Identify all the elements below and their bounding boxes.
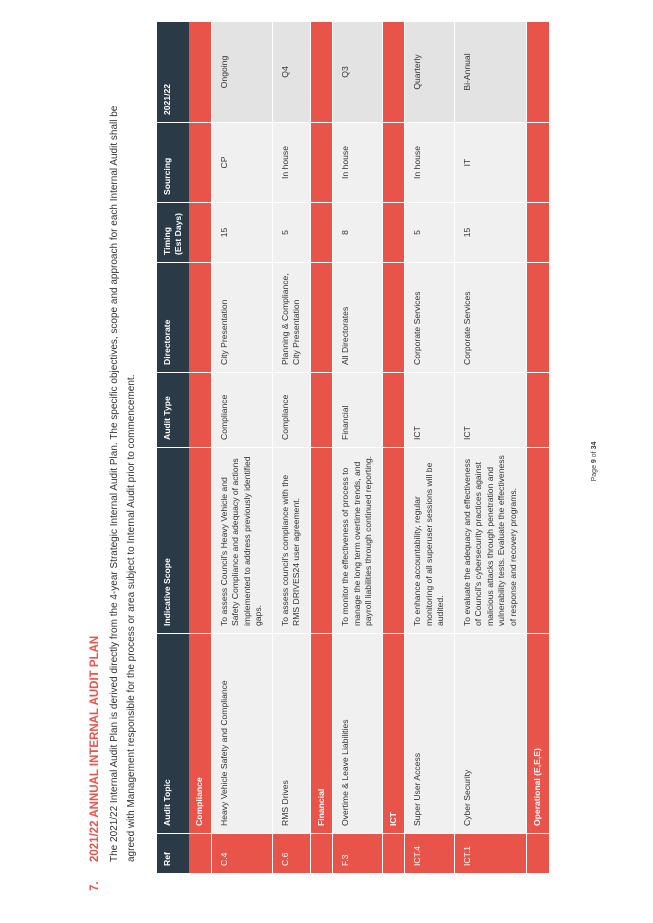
header-audit-topic: Audit Topic	[157, 633, 189, 833]
table-row	[212, 21, 273, 873]
header-period: 2021/22	[157, 21, 189, 122]
header-ref: Ref	[157, 833, 189, 873]
table-row	[405, 21, 455, 873]
category-row-compliance	[189, 21, 212, 873]
header-indicative-scope: Indicative Scope	[157, 447, 189, 633]
row-sourcing: In house	[333, 122, 383, 202]
page-total: 34	[591, 441, 598, 450]
row-topic: RMS Drives	[273, 633, 311, 833]
category-row-financial	[311, 21, 334, 873]
intro-paragraph: The 2021/22 Internal Audit Plan is derived directly from the 4-year Strategic Internal Audit Plan. The specific objectives, scope and approach for each Internal Audit shall be agreed with Management responsible for the process or area subject to Internal Audit prior to commencement.	[109, 105, 137, 862]
category-label: ICT	[383, 633, 406, 833]
row-ref: ICT.4	[405, 833, 455, 873]
header-directorate: Directorate	[157, 262, 189, 372]
row-scope: To evaluate the adequacy and effectiveness of Council's cybersecurity practices against malicious attacks through penetration and vulnerability tests. Evaluate the effectiveness of response and recovery programs.	[455, 447, 528, 633]
row-timing: 5	[405, 202, 455, 262]
row-topic: Super User Access	[405, 633, 455, 833]
row-scope: To assess council's compliance with the RMS DRIVES24 user agreement.	[273, 447, 311, 633]
section-number: 7.	[89, 881, 101, 891]
page-number: 9	[591, 459, 598, 464]
row-scope: To monitor the effectiveness of process to manage the long term overtime trends, and payroll liabilities through continued reporting.	[333, 447, 383, 633]
row-directorate: Corporate Services	[405, 262, 455, 372]
row-period: Quarterly	[405, 21, 455, 122]
row-scope: To assess Council's Heavy Vehicle and Safety Compliance and adequacy of actions implemented to address previously identified gaps.	[212, 447, 273, 633]
row-sourcing: In house	[405, 122, 455, 202]
row-type: ICT	[405, 372, 455, 447]
category-row-ict	[383, 21, 406, 873]
header-audit-type: Audit Type	[157, 372, 189, 447]
row-topic: Cyber Security	[455, 633, 528, 833]
row-topic: Heavy Vehicle Safety and Compliance	[212, 633, 273, 833]
row-period: Bi-Annual	[455, 21, 528, 122]
row-ref: F.3	[333, 833, 383, 873]
row-ref: C.6	[273, 833, 311, 873]
row-timing: 8	[333, 202, 383, 262]
category-label: Compliance	[189, 633, 212, 833]
row-type: Compliance	[273, 372, 311, 447]
header-timing: Timing (Est Days)	[157, 202, 189, 262]
row-period: Q3	[333, 21, 383, 122]
section-title: 2021/22 ANNUAL INTERNAL AUDIT PLAN	[89, 635, 101, 862]
row-topic: Overtime & Leave Liabilities	[333, 633, 383, 833]
row-ref: C.4	[212, 833, 273, 873]
row-type: Financial	[333, 372, 383, 447]
table-row	[455, 21, 528, 873]
row-timing: 15	[455, 202, 528, 262]
row-period: Q4	[273, 21, 311, 122]
row-scope: To enhance accountability, regular monitoring of all superuser sessions will be audited.	[405, 447, 455, 633]
category-label: Operational (E,E,E)	[527, 633, 550, 833]
row-directorate: All Directorates	[333, 262, 383, 372]
table-row	[333, 21, 383, 873]
row-type: ICT	[455, 372, 528, 447]
row-timing: 5	[273, 202, 311, 262]
row-directorate: Planning & Compliance, City Presentation	[273, 262, 311, 372]
row-timing: 15	[212, 202, 273, 262]
row-directorate: Corporate Services	[455, 262, 528, 372]
page-footer	[591, 0, 598, 923]
page-label: Page	[591, 465, 598, 482]
row-type: Compliance	[212, 372, 273, 447]
row-sourcing: IT	[455, 122, 528, 202]
table-row	[273, 21, 311, 873]
row-period: Ongoing	[212, 21, 273, 122]
row-ref: ICT.1	[455, 833, 528, 873]
row-sourcing: CP	[212, 122, 273, 202]
row-directorate: City Presentation	[212, 262, 273, 372]
audit-plan-table	[157, 21, 550, 873]
category-label: Financial	[311, 633, 334, 833]
row-sourcing: In house	[273, 122, 311, 202]
of-label: of	[591, 451, 598, 458]
table-header-row	[157, 21, 189, 873]
header-sourcing: Sourcing	[157, 122, 189, 202]
category-row-operational	[527, 21, 550, 873]
